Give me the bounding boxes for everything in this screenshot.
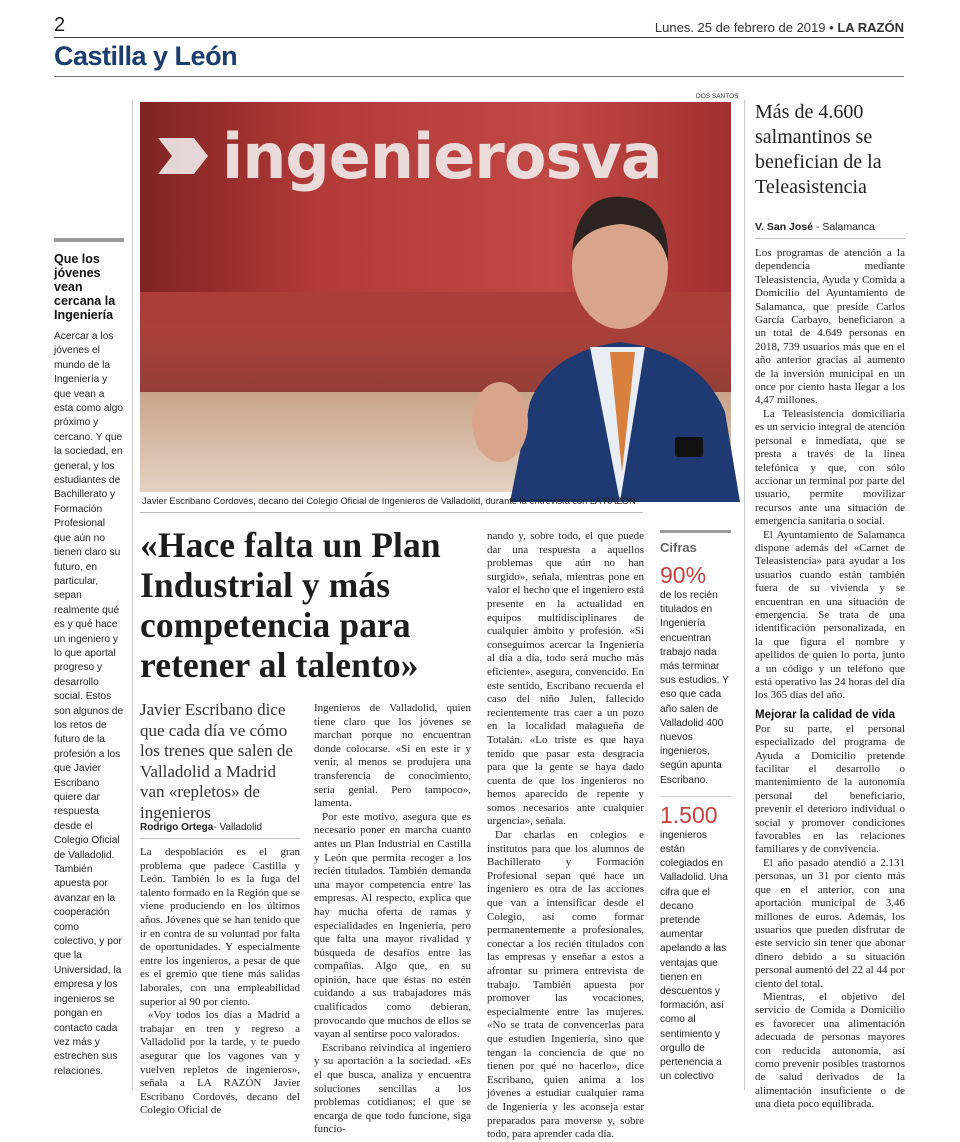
header-rule [54, 37, 904, 38]
byline-rule [140, 838, 300, 839]
section-title: Castilla y León [54, 41, 238, 71]
article-column-2 [314, 702, 471, 1137]
cifras-separator [660, 796, 731, 797]
paragraph: Por su parte, el personal especializado del programa de Ayuda a Domicilio pretende facilitar el desarrollo o mantenimiento de la autonomía personal del beneficiario, prevenir el deterioro individual o social y promover condiciones favorables en las relaciones familiares y de convivencia. [755, 722, 905, 856]
byline-separator: - [815, 221, 820, 233]
paragraph: Dar charlas en colegios e institutos para que los alumnos de Bachillerato y Formación Profesional sepan qué hace un ingeniero es otra de las acciones que van a intensificar desde el Colegio, así como formar permanentemente a profesionales, conectar a los recién titulados con las empresas y enseñar a estos a afrontar su primera entrevista de trabajo. También apuesta por promover las vocaciones, especialmente entre las mujeres. «No se trata de convencerlas para que estudien Ingeniería, sino que tengan la conciencia de que no tienen por qué no hacerlo», dice Escribano, quien anima a los jóvenes a estudiar cualquier rama de Ingeniería y les aconseja estar preparados para moverse y, sobre todo, para aprender cada día. [487, 829, 644, 1141]
right-article-body [755, 247, 905, 1112]
paragraph: El año pasado atendió a 2.131 personas, un 31 por ciento más que en el anterior, con una aportación municipal de 3,46 millones de euros. Además, los usuarios que pueden disfrutar de este servicio sin tener que abonar dinero debido a su situación personal aumentó del 22 al 44 por ciento del total. [755, 856, 905, 990]
right-byline-rule [755, 238, 905, 239]
paragraph: Por este motivo, asegura que es necesario poner en marcha cuanto antes un Plan Industrial en Castilla y León que permita recoger a los recién titulados. También demanda una mayor competencia entre las empresas. Al respecto, explica que hay mucha oferta de ramas y especialidades en Ingeniería, pero que falta una mayor rivalidad y búsqueda de desafíos entre las compañías. Algo que, en su opinión, hace que éstas no estén cuidando a sus trabajadores más cualificados como debieran, provocando que muchos de ellos se vayan al sentirse poco valorados. [314, 810, 471, 1041]
paragraph: nando y, sobre todo, el que puede dar una respuesta a aquellos problemas que aún no han surgido», señala, mientras pone en valor el hecho que el ingeniero está presente en la actualidad en equipos multidisciplinares de cualquier ámbito y profesión. «Si conseguimos acercar la Ingeniería al día a día, todo será mucho más eficiente», asegura, convencido. En este sentido, Escribano recuerda el caso del niño Julen, fallecido recientemente tras caer a un pozo en la localidad malagueña de Totalán. «Lo triste es que haya tenido que pasar esta desgracia para que la gente se haya dado cuenta de que los ingenieros no hemos aparecido de repente y somos necesarios ante cualquier urgencia», señala. [487, 530, 644, 828]
caption-rule [140, 512, 643, 513]
sidebar-box [54, 238, 124, 1079]
article-column-1 [140, 846, 300, 1118]
column-divider [744, 100, 745, 1090]
column-divider [132, 100, 133, 1090]
logo-arrow-icon [158, 128, 214, 184]
paragraph: El Ayuntamiento de Salamanca dispone además del «Carnet de Teleasistencia» para ayudar a los usuarios cuando están también fuera de su vivienda y se encuentran en una situación de emergencia. Se trata de una identificación personalizada, en la que figura el nombre y apellidos de quien lo porta, junto a un código y un teléfono que está operativo las 24 horas del día los 365 días del año. [755, 528, 905, 702]
paragraph: La despoblación es el gran problema que padece Castilla y León. También lo es la fuga del talento formado en la Región que se viene produciendo en los últimos años. Jóvenes que se han tenido que ir en contra de su voluntad por falta de oportunidades. Y especialmente entre los ingenieros, a pesar de que es el gremio que tiene más salidas laborales, con una empleabilidad superior al 90 por ciento. [140, 846, 300, 1008]
cifras-bar [660, 530, 731, 533]
interview-photo [140, 102, 731, 492]
folio [655, 20, 904, 35]
article-headline: «Hace falta un Plan Industrial y más competencia para retener al talento» [140, 525, 441, 685]
section-rule [54, 76, 904, 77]
right-article-headline: Más de 4.600 salmantinos se benefician de la Teleasistencia [755, 101, 882, 198]
cifras-title: Cifras [660, 540, 697, 555]
issue-date: Lunes. 25 de febrero de 2019 [654, 20, 826, 35]
byline-place: Valladolid [219, 822, 263, 833]
paragraph: «Voy todos los días a Madrid a trabajar en tren y regreso a Valladolid por la tarde, y te puedo asegurar que los vagones van y vuelven repletos de ingenieros», señala a LA RAZÓN Javier Escribano Cordovés, decano del Colegio Oficial de [140, 1009, 300, 1117]
paragraph: Mientras, el objetivo del servicio de Comida a Domicilio es favorecer una alimentación adecuada de personas mayores con reducida autonomía, así como prevenir posibles trastornos de salud derivados de la alimentación insuficiente o de una dieta poco equilibrada. [755, 990, 905, 1111]
article-column-3 [487, 530, 644, 1142]
right-author-name: V. San José [755, 221, 813, 233]
byline-separator: - [213, 822, 217, 833]
folio-bullet: • [829, 20, 834, 35]
sidebar-bar [54, 238, 124, 242]
paragraph: La Teleasistencia domiciliaria es un servicio integral de atención personal e inmediata, que se presta a través de la línea telefónica y que, con sólo accionar un terminal por parte del usuario, permite movilizar recursos ante una situación de emergencia sanitaria o social. [755, 407, 905, 528]
right-byline-place: Salamanca [822, 221, 875, 233]
newspaper-name: LA RAZÓN [837, 20, 904, 35]
logo-text: ingenierosva [222, 120, 662, 193]
sidebar-body: Acercar a los jóvenes el mundo de la Ingeniería y que vean a esta como algo próximo y cercano. Y que la sociedad, en general, y los estudiantes de Bachillerato y Formación Profesional que aún no tienen claro su futuro, en particular, sepan realmente qué es y qué hace un ingeniero y lo que aportal progreso y desarrollo social. Estos son algunos de los retos de futuro de la profesión a los que Javier Escribano quiere dar respuesta desde el Colegio Oficial de Valladolid. También apuesta por avanzar en la cooperación como colectivo, y por que la Universidad, la empresa y los ingenieros se pongan en contacto cada vez más y estrechen sus relaciones. [54, 331, 124, 1077]
cifras-box [660, 530, 731, 1085]
author-name: Rodrigo Ortega [140, 822, 214, 833]
paragraph: Escribano reivindica al ingeniero y su aportación a la sociedad. «Es el que busca, analiza y encuentra soluciones sencillas a los problemas cotidianos; el que se encarga de que todo funcione, siga funcio- [314, 1041, 471, 1136]
photo-caption: Javier Escribano Cordovés, decano del Colegio Oficial de Ingenieros de Valladolid, durante la entrevista con LA RAZÓN [142, 496, 636, 506]
photo-credit: DOS SANTOS [696, 93, 739, 100]
right-article-byline [755, 221, 875, 233]
figure-90: 90% [660, 562, 707, 588]
person-figure [470, 172, 740, 502]
figure-1500: 1.500 [660, 801, 718, 828]
page-number: 2 [54, 14, 66, 36]
article-dek: Javier Escribano dice que cada día ve cómo los trenes que salen de Valladolid a Madrid van «repletos» de ingenieros [140, 700, 293, 822]
paragraph: Los programas de atención a la dependencia mediante Teleasistencia, Ayuda y Comida a Domicilio del Ayuntamiento de Salamanca, que preside Carlos García Carbayo, beneficiaron a un total de 4.649 personas en 2018, 739 usuarios más que en el año anterior gracias al aumento de la inversión municipal en un once por ciento hasta llegar a los 4,47 millones. [755, 247, 905, 407]
article-byline [140, 822, 262, 833]
sidebar-title: Que los jóvenes vean cercana la Ingeniería [54, 252, 116, 322]
figure-1500-text: ingenieros están colegiados en Valladolid. Una cifra que el decano pretende aumentar apelando a las ventajas que tienen en descuentos y formación, así como al sentimiento y orgullo de pertenencia a un colectivo [660, 829, 728, 1083]
right-article-subhead: Mejorar la calidad de vida [755, 708, 895, 721]
figure-90-text: de los recién titulados en Ingeniería encuentran trabajo nada más terminar sus estudios. Y eso que cada año salen de Valladolid 400 nuevos ingenieros, según apunta Escribano. [660, 590, 729, 786]
paragraph: Ingenieros de Valladolid, quien tiene claro que los jóvenes se marchan porque no encuentran donde colocarse. «Si en este ir y venir, al menos se produjera una transferencia de conocimiento, sería genial. Pero tampoco», lamenta. [314, 702, 471, 810]
